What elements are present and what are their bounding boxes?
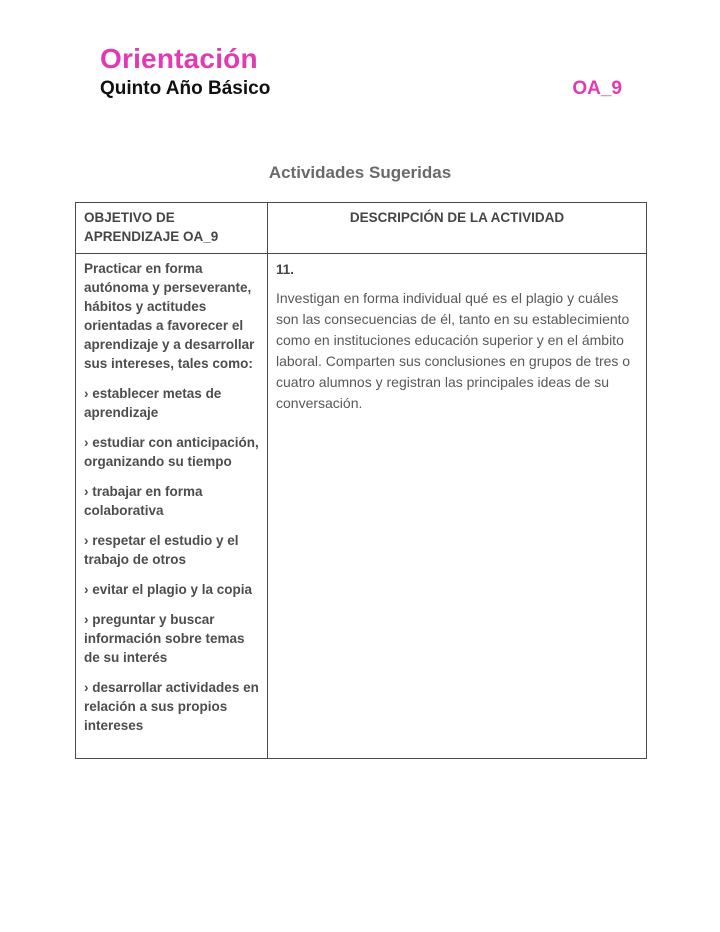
subtitle-row (100, 78, 622, 100)
objective-item: › respetar el estudio y el trabajo de otros (84, 533, 239, 567)
objective-item: › trabajar en forma colaborativa (84, 484, 203, 518)
activity-cell (268, 254, 647, 759)
description-column-header: DESCRIPCIÓN DE LA ACTIVIDAD (268, 203, 647, 254)
objective-item: › desarrollar actividades en relación a sus propios intereses (84, 680, 259, 733)
activity-number: 11. (276, 262, 295, 277)
objective-item: › establecer metas de aprendizaje (84, 386, 222, 420)
objective-item: › evitar el plagio y la copia (84, 582, 253, 597)
objective-item: › preguntar y buscar información sobre temas de su interés (84, 612, 245, 665)
page-header (100, 42, 622, 100)
objective-column-header: OBJETIVO DE APRENDIZAJE OA_9 (76, 203, 268, 254)
grade-title: Quinto Año Básico (100, 77, 271, 99)
objective-cell (76, 254, 268, 759)
subject-title: Orientación (100, 43, 258, 74)
table-body-row (76, 254, 647, 759)
objective-item: › estudiar con anticipación, organizando su tiempo (84, 435, 259, 469)
oa-code-badge: OA_9 (572, 77, 622, 99)
activity-description: Investigan en forma individual qué es el plagio y cuáles son las consecuencias de él, tanto en su establecimiento como en instituciones educación superior y en el ámbito laboral. Comparten sus conclusiones en grupos de tres o cuatro alumnos y registran las principales ideas de su conversación. (276, 290, 631, 411)
objective-intro: Practicar en forma autónoma y perseverante, hábitos y actitudes orientadas a favorecer el aprendizaje y a desarrollar sus intereses, tales como: (84, 261, 255, 371)
section-title: Actividades Sugeridas (268, 163, 452, 182)
table-header-row (76, 203, 647, 254)
activities-table (75, 202, 647, 759)
